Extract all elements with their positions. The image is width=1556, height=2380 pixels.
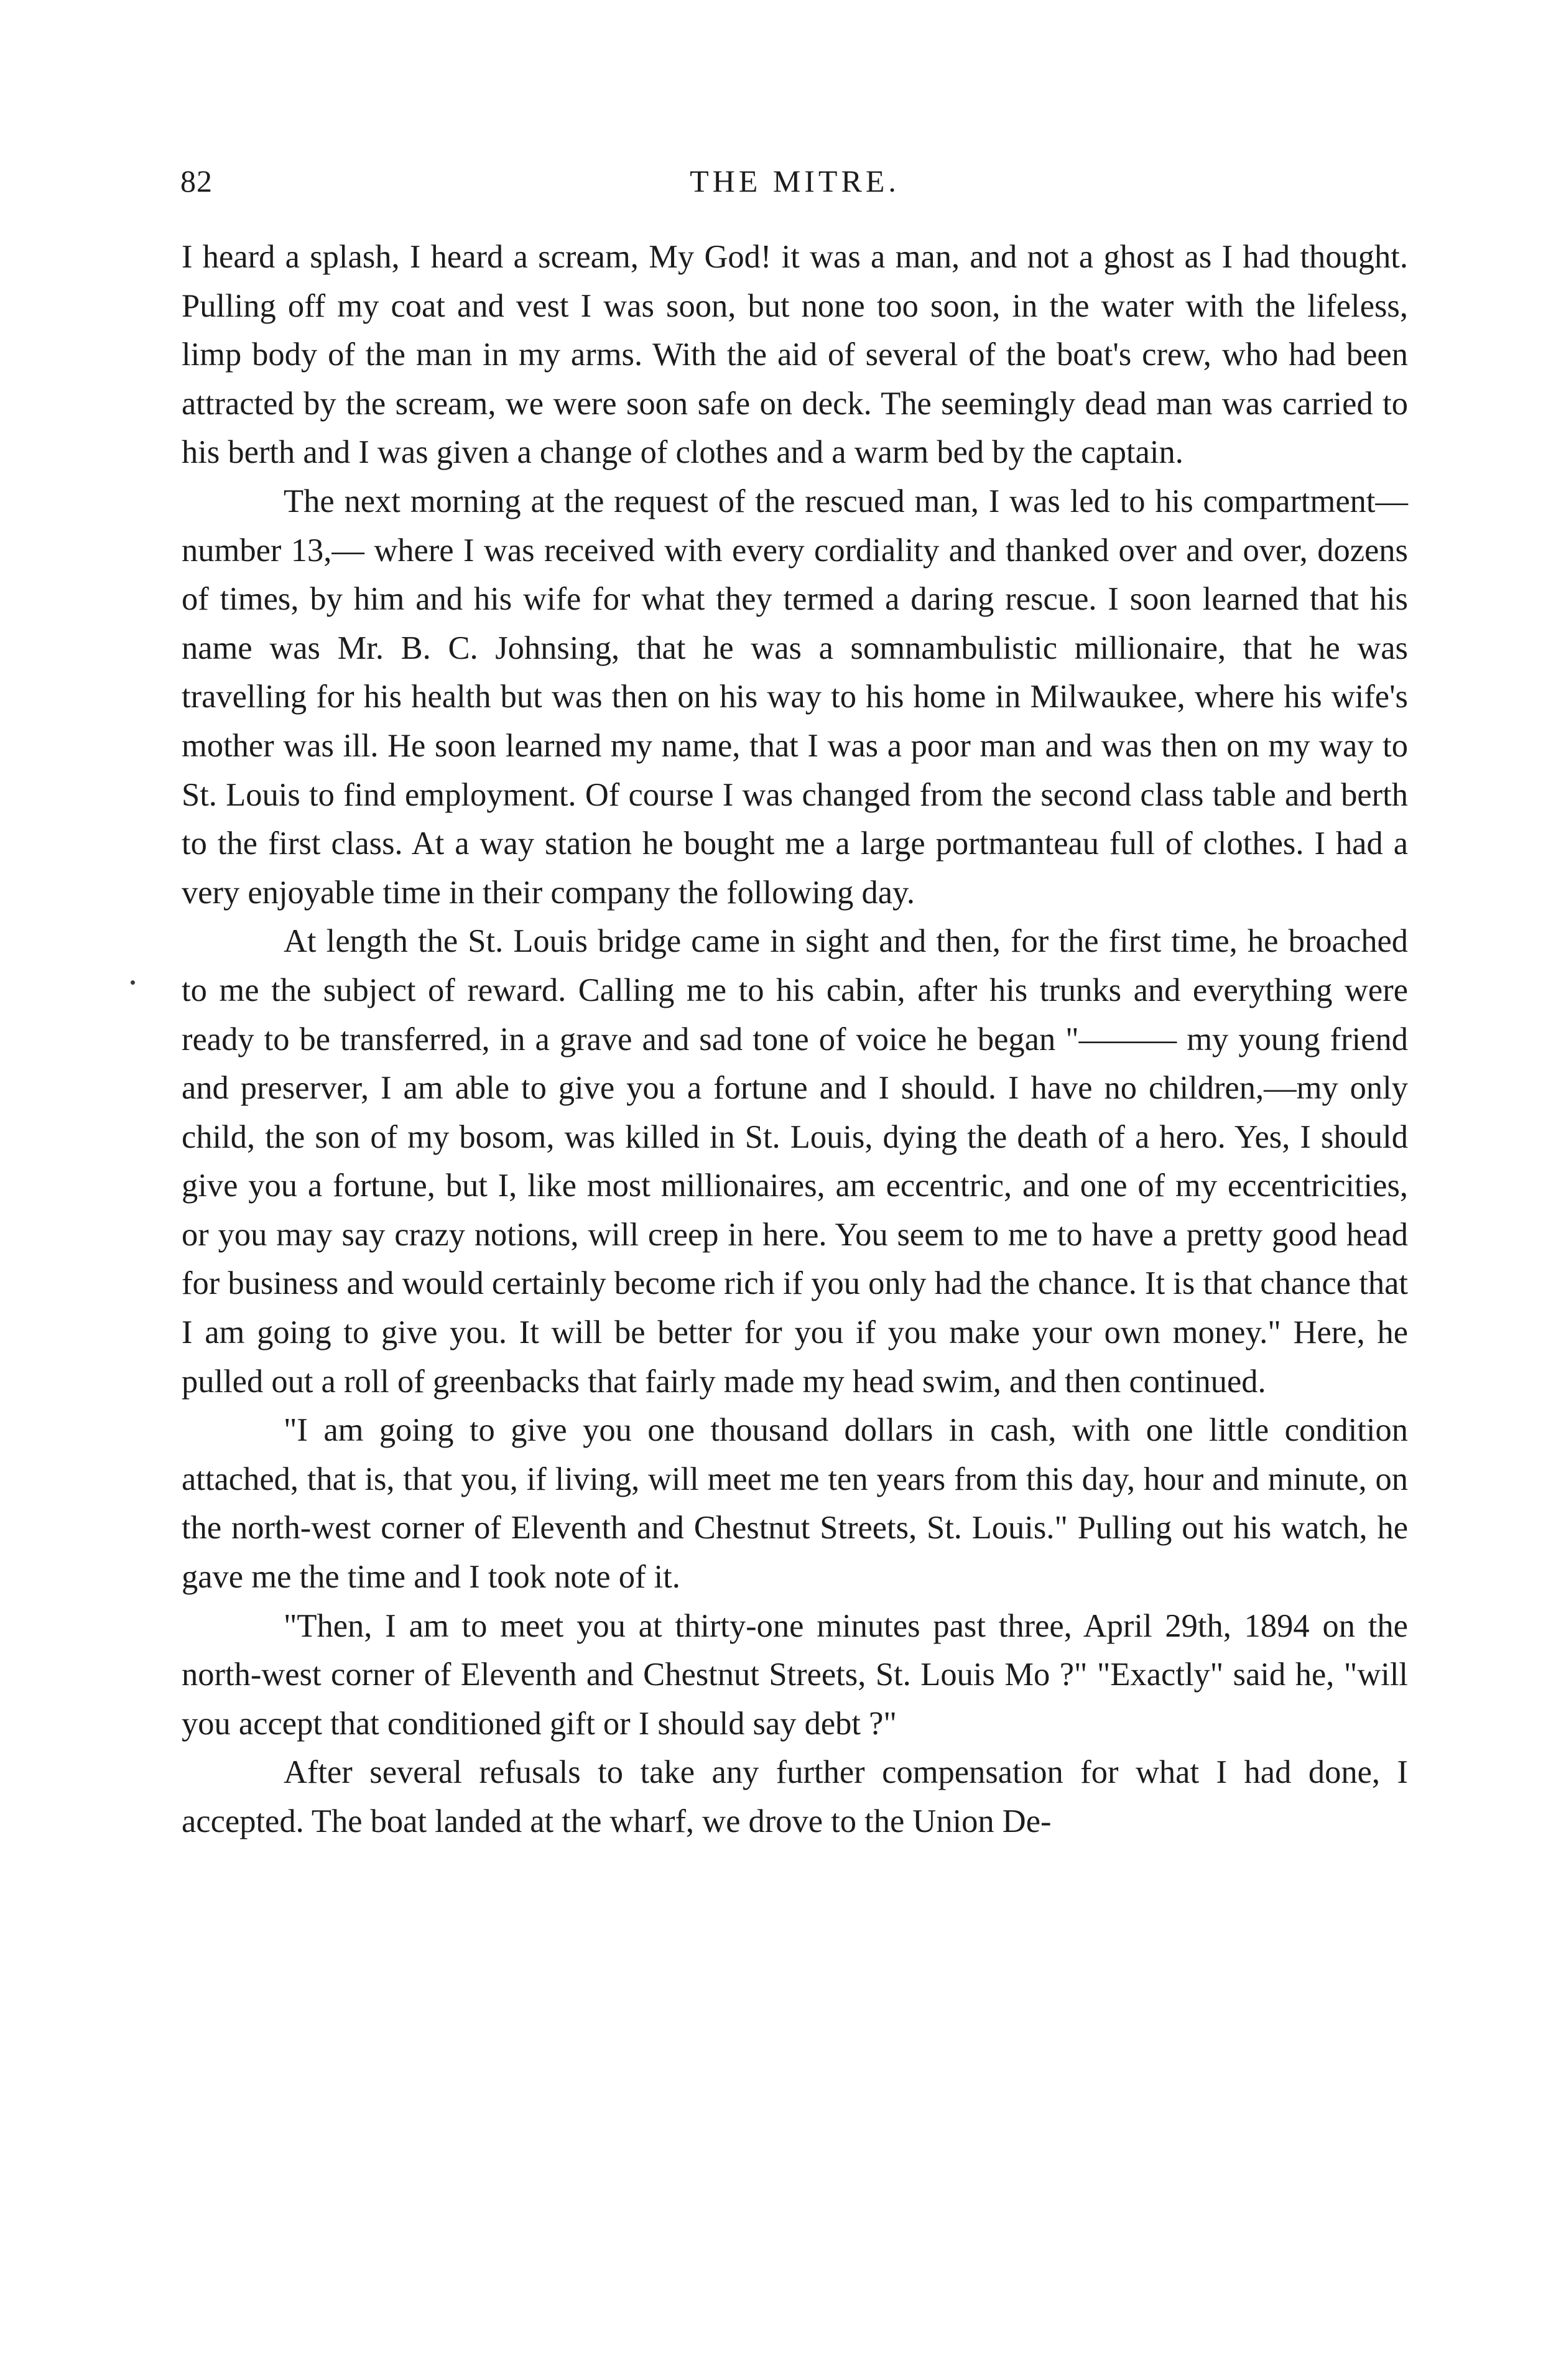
paragraph-3: At length the St. Louis bridge came in sight and then, for the first time, he broached to me the subject of reward. Calling me to his cabin, after his trunks and everything were ready to be transferred, in a grave and sad tone of voice he began "——— my young friend and preserver, I am able to give you a fortune and I should. I have no children,—my only child, the son of my bosom, was killed in St. Louis, dying the death of a hero. Yes, I should give you a fortune, but I, like most millionaires, am eccentric, and one of my eccentricities, or you may say crazy notions, will creep in here. You seem to me to have a pretty good head for business and would certainly become rich if you only had the chance. It is that chance that I am going to give you. It will be better for you if you make your own money." Here, he pulled out a roll of greenbacks that fairly made my head swim, and then continued. — [182, 923, 1408, 1400]
running-title: THE MITRE. — [690, 164, 900, 198]
paragraph-5: "Then, I am to meet you at thirty-one minutes past three, April 29th, 1894 on the north-west corner of Eleventh and Chestnut Streets, St. Louis Mo ?" "Exactly" said he, "will you accept that conditioned gift or I should say debt ?" — [182, 1607, 1408, 1742]
paragraph-2: The next morning at the request of the rescued man, I was led to his compartment—number 13,— where I was received with every cordiality and thanked over and over, dozens of times, by him and his wife for what they termed a daring rescue. I soon learned that his name was Mr. B. C. Johnsing, that he was a somnambulistic millionaire, that he was travelling for his health but was then on his way to his home in Milwaukee, where his wife's mother was ill. He soon learned my name, that I was a poor man and was then on my way to St. Louis to find employment. Of course I was changed from the second class table and berth to the first class. At a way station he bought me a large portmanteau full of clothes. I had a very enjoyable time in their company the following day. — [182, 483, 1408, 911]
paragraph-4: "I am going to give you one thousand dollars in cash, with one little condition attached, that is, that you, if living, will meet me ten years from this day, hour and minute, on the north-west corner of Eleventh and Chestnut Streets, St. Louis." Pulling out his watch, he gave me the time and I took note of it. — [182, 1412, 1408, 1596]
paragraph-1: I heard a splash, I heard a scream, My God! it was a man, and not a ghost as I had thought. Pulling off my coat and vest I was soon, but none too soon, in the water with the lifeless, limp body of the man in my arms. With the aid of several of the boat's crew, who had been attracted by the scream, we were soon safe on deck. The seemingly dead man was carried to his berth and I was given a change of clothes and a warm bed by the captain. — [182, 239, 1408, 471]
page-number: 82 — [180, 164, 213, 198]
margin-ink-speck — [131, 980, 135, 985]
page-header — [180, 163, 1409, 213]
paragraph-6: After several refusals to take any further compensation for what I had done, I accepted. The boat landed at the wharf, we drove to the Union De- — [182, 1754, 1408, 1839]
body-text — [182, 233, 1408, 1846]
